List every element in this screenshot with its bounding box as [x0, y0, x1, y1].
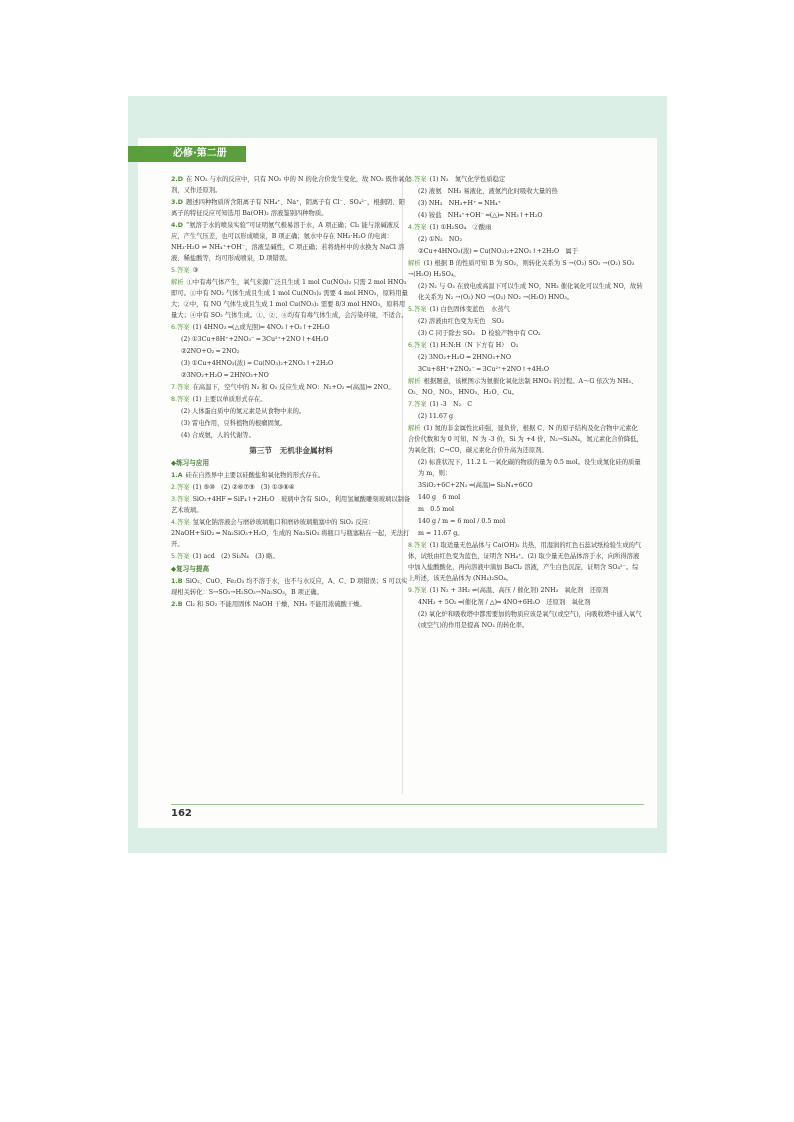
answer-text: (1) 根据 B 的性质可知 B 为 SO₂，则转化关系为 S →(O₂) SO₂ →(O₂) SO₃ →(H₂O) H₂SO₄。	[408, 260, 635, 278]
answer-text: (1) 取适量无色晶体与 Ca(OH)₂ 共热，用湿润的红色石蕊试纸检验生成的气体，试纸由红色变为蓝色，证明含 NH₄⁺。(2) 取少量无色晶体溶于水，向所得溶液中加入盐酸酸化，再向溶液中滴加 BaCl₂ 溶液，产生白色沉淀，证明含 SO₄²⁻。综上所述，该无色晶体为 (NH₄)₂SO₄。	[408, 542, 642, 582]
answer-text: 氢氧化钠溶液会与磨砂玻璃瓶口和磨砂玻璃瓶塞中的 SiO₂ 反应：2NaOH+SiO₂ ═ Na₂SiO₃+H₂O，生成的 Na₂SiO₃ 将瓶口与瓶塞粘在一起，无法打开。	[171, 519, 410, 548]
answer-item	[408, 540, 644, 584]
answer-text: m 0.5 mol	[418, 506, 455, 513]
answer-text: (2) 溶液由红色变为无色 SO₂	[418, 318, 504, 325]
answer-key: 2.B	[171, 601, 183, 608]
answer-item	[171, 430, 411, 441]
answer-key: 9.答案	[408, 587, 427, 594]
answer-text: (2) 人体蛋白质中的氮元素是从食物中来的。	[181, 408, 306, 415]
answer-item	[171, 551, 411, 562]
answer-text: 140 g / m = 6 mol / 0.5 mol	[418, 518, 506, 525]
answer-item	[408, 480, 644, 491]
chapter-tab: 必修·第二册	[128, 146, 246, 162]
answer-key: 2.D	[171, 176, 184, 183]
answer-text: (1) 4HNO₃ ═(△或光照)═ 4NO₂↑+O₂↑+2H₂O	[192, 324, 330, 331]
answer-text: (1) 白色固体变蓝色 水蒸气	[429, 306, 510, 313]
answer-text: 3Cu+8H⁺+2NO₃⁻ ═ 3Cu²⁺+2NO↑+4H₂O	[418, 366, 549, 373]
answer-text: 在高温下，空气中的 N₂ 和 O₂ 反应生成 NO：N₂+O₂ ═(高温)═ 2NO。	[192, 384, 395, 391]
answer-item	[408, 246, 644, 257]
answer-item	[171, 346, 411, 357]
answer-item	[408, 316, 644, 327]
answer-text: ①中有毒气体产生，氧气来源广泛且生成 1 mol Cu(NO₃)₂ 只需 2 mol HNO₃ 即可。①中有 NO₂ 气体生成且生成 1 mol Cu(NO₃)₂ 需要 4 mol HNO₃，原料用量大；②中，有 NO 气体生成且生成 1 mol Cu(NO₃)₂ 需要 8/3 mol HNO₃，原料用量大；④中有 SO₂ 气体生成。①、②、④均有有毒气体生成，会污染环境，不适合。	[171, 279, 408, 319]
answer-key: 1.B	[171, 578, 183, 585]
answer-key: 解析	[408, 425, 421, 432]
answer-text: 4NH₃ + 5O₂ ═(催化剂 / △)═ 4NO+6H₂O 还原剂 氧化剂	[418, 599, 591, 606]
answer-key: 3.答案	[408, 176, 427, 183]
answer-item	[408, 352, 644, 363]
left-column	[171, 174, 411, 611]
answer-text: (3) C 同于除去 SO₂ D 检验产物中有 CO₂	[418, 330, 541, 337]
answer-text: (1) 主要以单质形式存在。	[192, 396, 267, 403]
answer-item	[171, 517, 411, 550]
answer-text: SiO₂+4HF ═ SiF₄↑+2H₂O 玻璃中含有 SiO₂，利用氢氟酸雕刻玻璃以制备艺术玻璃。	[171, 496, 411, 514]
answer-item	[408, 504, 644, 515]
answer-item	[171, 334, 411, 345]
answer-text: (1) 氮的非金属性比硅强，显负价，根据 C、N 的原子结构及化合物中元素化合价代数和为 0 可知，N 为 -3 价，Si 为 +4 价，N₂→Si₃N₄，氮元素化合价降低，为氧化剂；C→CO，碳元素化合价升高为还原剂。	[408, 425, 643, 454]
answer-item	[171, 358, 411, 369]
answer-text: (1) N₂ + 3H₂ ⇌(高温、高压 / 催化剂) 2NH₃ 氧化剂 还原剂	[429, 587, 609, 594]
answer-item	[408, 234, 644, 245]
answer-item	[408, 457, 644, 479]
answer-text: ②3NO₂+H₂O ═ 2HNO₃+NO	[181, 372, 269, 379]
page-frame	[128, 96, 667, 853]
answer-text: (1) ①H₂SO₄ ②酸雨	[429, 224, 492, 231]
answer-item	[171, 322, 411, 333]
practice-heading: ◆练习与应用	[171, 459, 210, 467]
answer-text: m ≈ 11.67 g。	[418, 530, 464, 537]
answer-item	[408, 528, 644, 539]
answer-item	[171, 265, 411, 276]
answer-text: ②2NO+O₂ ═ 2NO₂	[181, 348, 240, 355]
page-number: 162	[171, 808, 192, 819]
answer-key: 3.答案	[171, 496, 190, 503]
answer-text: (1) H:N:H（N 下方有 H） O₂	[429, 342, 519, 349]
answer-item	[408, 364, 644, 375]
answer-key: 8.答案	[171, 396, 190, 403]
answer-key: 4.D	[171, 222, 184, 229]
answer-item	[408, 516, 644, 527]
header-band	[138, 124, 657, 138]
answer-key: 2.答案	[171, 484, 190, 491]
answer-text: (1) acd (2) Si₃N₄ (3) 略。	[192, 553, 279, 560]
right-column	[408, 174, 644, 632]
answer-text: (2) 11.67 g	[418, 413, 453, 420]
answer-text: Cl₂ 和 SO₂ 不能用固体 NaOH 干燥，NH₃ 不能用浓硫酸干燥。	[185, 601, 366, 608]
answer-item	[171, 277, 411, 321]
answer-key: 解析	[408, 260, 421, 267]
answer-item	[408, 492, 644, 503]
answer-text: 140 g 6 mol	[418, 494, 461, 501]
answer-item	[171, 394, 411, 405]
answer-item	[408, 174, 644, 185]
answer-text: (2) ①N₂ NO₂	[418, 236, 463, 243]
answer-item	[408, 411, 644, 422]
answer-key: 7.答案	[408, 401, 427, 408]
answer-key: 4.答案	[408, 224, 427, 231]
answer-text: SiO₂、CuO、Fe₂O₃ 均不溶于水，也不与水反应，A、C、D 项错误；S 可以实现相关转化：S→SO₂→H₂SO₃→Na₂SO₃，B 项正确。	[171, 578, 408, 596]
answer-key: 7.答案	[171, 384, 190, 391]
answer-item	[171, 576, 411, 598]
answer-text: (1) ⑤⑩ (2) ②⑥⑦⑨ (3) ①③⑧④	[192, 484, 295, 491]
answer-item	[408, 210, 644, 221]
answer-text: “氨溶于水的喷泉实验”可证明氨气极易溶于水，A 项正确；Cl₂ 能与浓碱液反应，产生气压差，也可以形成喷泉，B 项正确；氨水中存在 NH₃·H₂O 的电离：NH₃·H₂O ⇌ NH₄⁺+OH⁻，溶液呈碱性，C 项正确；若将烧杯中的水换为 NaCl 溶液、稀盐酸等，均可形成喷泉，D 项错误。	[171, 222, 405, 262]
answer-key: 解析	[171, 279, 184, 286]
answer-item	[408, 198, 644, 209]
answer-key: 5.答案	[171, 553, 190, 560]
answer-text: (2) N₂ 与 O₂ 在放电或高温下可以生成 NO，NH₃ 催化氧化可以生成 NO，故转化关系为 N₂ →(O₂) NO →(O₂) NO₂ →(H₂O) HNO₃。	[418, 283, 643, 301]
footer-rule	[171, 804, 644, 805]
answer-item	[408, 609, 644, 631]
answer-text: (2) 氧化炉和吸收塔中都需要加的物质应该是氧气(或空气)，向吸收塔中通入氧气(或空气)的作用是提高 NO₂ 的转化率。	[418, 611, 642, 629]
answer-text: (4) 铵盐 NH₄⁺+OH⁻ ═(△)═ NH₃↑+H₂O	[418, 212, 543, 219]
answer-item	[408, 222, 644, 233]
answer-key: 5.答案	[408, 306, 427, 313]
answer-text: 在 NO₂ 与水的反应中，只有 NO₂ 中的 N 的化合价发生变化，故 NO₂ 既作氧化剂，又作还原剂。	[171, 176, 411, 194]
answer-key: 8.答案	[408, 542, 427, 549]
answer-text: (3) 雷电作用，豆科植物的根瘤固氮。	[181, 420, 287, 427]
answer-item	[171, 370, 411, 381]
answer-item	[408, 186, 644, 197]
answer-text: (2) 液氨 NH₃ 易液化，液氨汽化时吸收大量的热	[418, 188, 558, 195]
answer-key: 3.D	[171, 199, 184, 206]
answer-text: (2) 标准状况下，11.2 L 一氧化碳的物质的量为 0.5 mol。设生成氮化硅的质量为 m，则：	[418, 459, 641, 477]
answer-item	[171, 406, 411, 417]
answer-text: (4) 合成氨，人的代谢等。	[181, 432, 255, 439]
answer-item	[171, 494, 411, 516]
answer-item	[408, 399, 644, 410]
answer-item	[171, 418, 411, 429]
answer-item	[171, 599, 411, 610]
answer-item	[408, 281, 644, 303]
answer-item	[408, 597, 644, 608]
answer-item	[171, 174, 411, 196]
answer-item	[171, 482, 411, 493]
answer-item	[408, 304, 644, 315]
answer-key: 4.答案	[171, 519, 190, 526]
answer-item	[171, 470, 411, 481]
section-title: 第三节 无机非金属材料	[249, 446, 333, 455]
answer-key: 1.A	[171, 472, 183, 479]
answer-key: 5.答案	[171, 267, 190, 274]
answer-item	[408, 376, 644, 398]
answer-text: (1) N₂ 氮气化学性质稳定	[429, 176, 506, 183]
answer-key: 解析	[408, 378, 421, 385]
answer-text: 题述四种物质所含阳离子有 NH₄⁺、Na⁺，阴离子有 Cl⁻、SO₄²⁻，根据阴、阳离子的特征反应可知选用 Ba(OH)₂ 溶液鉴别四种物质。	[171, 199, 405, 217]
book-page	[138, 124, 657, 828]
answer-text: (3) NH₃ NH₃+H⁺ ═ NH₄⁺	[418, 200, 502, 207]
answer-item	[408, 328, 644, 339]
answer-text: (3) ①Cu+4HNO₃(浓) ═ Cu(NO₃)₂+2NO₂↑+2H₂O	[181, 360, 334, 367]
review-heading: ◆复习与提高	[171, 565, 210, 573]
answer-item	[408, 340, 644, 351]
answer-text: 根据题意，该框图示为氨催化氧化法制 HNO₃ 的过程。A～G 依次为 NH₃、O₂、NO、NO₂、HNO₃、H₂O、Cu。	[408, 378, 638, 396]
answer-item	[171, 382, 411, 393]
answer-text: ②Cu+4HNO₃(浓) ═ Cu(NO₃)₂+2NO₂↑+2H₂O 属于	[418, 248, 579, 255]
answer-item	[408, 585, 644, 596]
answer-key: 6.答案	[408, 342, 427, 349]
answer-text: 硅在自然界中主要以硅酸盐和氧化物的形式存在。	[185, 472, 325, 479]
answer-item	[171, 220, 411, 264]
answer-text: ③	[192, 267, 199, 274]
answer-text: (1) -3 N₂ C	[429, 401, 473, 408]
answer-item	[408, 423, 644, 456]
answer-item	[408, 258, 644, 280]
answer-text: (2) ①3Cu+8H⁺+2NO₃⁻ ═ 3Cu²⁺+2NO↑+4H₂O	[181, 336, 329, 343]
answer-item	[171, 197, 411, 219]
answer-key: 6.答案	[171, 324, 190, 331]
answer-text: 3SiO₂+6C+2N₂ ═(高温)═ Si₃N₄+6CO	[418, 482, 533, 489]
answer-text: (2) 3NO₂+H₂O ═ 2HNO₃+NO	[418, 354, 512, 361]
